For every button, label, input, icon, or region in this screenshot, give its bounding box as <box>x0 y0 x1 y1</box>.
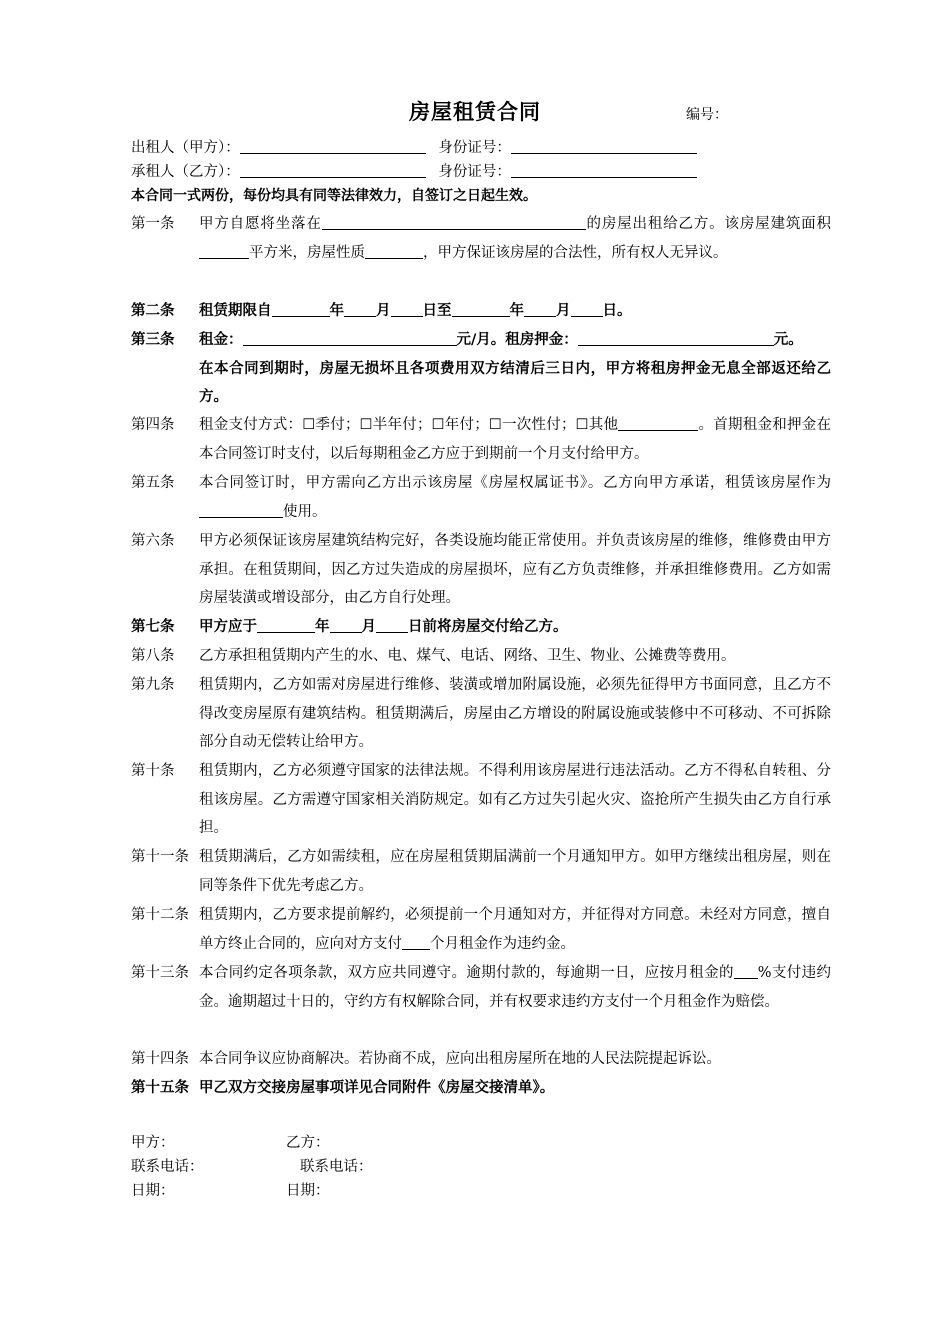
article-11-label: 第十一条 <box>131 849 189 865</box>
article-14-label: 第十四条 <box>131 1051 189 1067</box>
article-2-label: 第二条 <box>131 303 175 319</box>
rent-blank <box>243 330 457 346</box>
delivery-year-blank <box>257 617 315 633</box>
article-10 <box>131 757 831 843</box>
party-b-phone-label: 联系电话： <box>300 1159 373 1175</box>
article-11 <box>131 843 831 900</box>
usage-blank <box>199 502 283 518</box>
article-7-text-1: 甲方应于 <box>199 619 257 635</box>
lessee-id-label: 身份证号： <box>438 164 511 180</box>
article-9-label: 第九条 <box>131 677 175 693</box>
article-1-text-4: ，甲方保证该房屋的合法性，所有权人无异议。 <box>423 244 728 261</box>
month-char: 月 <box>361 619 376 635</box>
deposit-label: 元/月。租房押金： <box>456 332 578 348</box>
article-3 <box>131 326 831 412</box>
property-type-blank <box>365 243 423 259</box>
article-9-text: 租赁期内，乙方如需对房屋进行维修、装潢或增加附属设施，必须先征得甲方书面同意，且乙方不得改变房屋原有建筑结构。租赁期满后，房屋由乙方增设的附属设施或装修中不可移动、不可拆除部分自动无偿转让给甲方。 <box>199 677 831 750</box>
article-1-label: 第一条 <box>131 216 175 232</box>
article-11-text: 租赁期满后，乙方如需续租，应在房屋租赁期届满前一个月通知甲方。如甲方继续出租房屋，则在同等条件下优先考虑乙方。 <box>199 849 831 894</box>
article-8 <box>131 642 831 671</box>
article-8-label: 第八条 <box>131 648 175 664</box>
article-13-label: 第十三条 <box>131 965 189 981</box>
contract-number-label: 编号： <box>686 107 728 123</box>
rent-label: 租金： <box>199 332 243 348</box>
deposit-blank <box>578 330 774 346</box>
year-char: 年 <box>509 303 524 319</box>
address-blank <box>322 214 586 230</box>
article-12-text-1: 租赁期内，乙方要求提前解约，必须提前一个月通知对方，并征得对方同意。未经对方同意，擅自单方终止合同的，应向对方支付 <box>199 907 831 952</box>
article-7 <box>131 613 831 642</box>
party-a-signature-label: 甲方： <box>131 1135 175 1151</box>
party-b-signature-label: 乙方： <box>286 1135 330 1151</box>
article-8-text: 乙方承担租赁期内产生的水、电、煤气、电话、网络、卫生、物业、公摊费等费用。 <box>199 648 736 664</box>
article-4-text-2: 。首期租金和押金在本合同签订时支付，以后每期租金乙方应于到期前一个月支付给甲方。 <box>199 417 831 462</box>
deposit-return-text: 在本合同到期时，房屋无损坏且各项费用双方结清后三日内，甲方将租房押金无息全部返还给乙方。 <box>199 360 831 405</box>
article-3-label: 第三条 <box>131 332 175 348</box>
article-2 <box>131 297 831 326</box>
article-12-text-2: 个月租金作为违约金。 <box>430 935 575 952</box>
article-1-text-2: 的房屋出租给乙方。该房屋建筑面积 <box>585 216 832 232</box>
month-char: 月 <box>556 303 571 319</box>
article-6-label: 第六条 <box>131 533 175 549</box>
day-end-text: 日。 <box>602 303 632 319</box>
article-5 <box>131 469 831 526</box>
intro-statement: 本合同一式两份，每份均具有同等法律效力，自签订之日起生效。 <box>131 188 537 204</box>
lessee-id-blank <box>511 162 697 178</box>
area-blank <box>199 243 249 259</box>
lessee-line <box>131 162 697 182</box>
party-a-phone-label: 联系电话： <box>131 1159 204 1175</box>
article-6-text: 甲方必须保证该房屋建筑结构完好，各类设施均能正常使用。并负责该房屋的维修，维修费由甲方承担。在租赁期间，因乙方过失造成的房屋损坏，应有乙方负责维修，并承担维修费用。乙方如需房屋装潢或增设部分，由乙方自行处理。 <box>199 533 831 606</box>
lessor-id-blank <box>511 138 697 154</box>
year-char: 年 <box>315 619 330 635</box>
article-15-text: 甲乙双方交接房屋事项详见合同附件《房屋交接清单》。 <box>199 1080 555 1096</box>
delivery-day-blank <box>376 617 408 633</box>
day-to-text: 日至 <box>422 303 452 319</box>
end-day-blank <box>571 301 603 317</box>
article-10-label: 第十条 <box>131 763 175 779</box>
lessee-label: 承租人（乙方）： <box>131 164 240 180</box>
lessor-label: 出租人（甲方）： <box>131 140 240 156</box>
article-5-text-1: 本合同签订时，甲方需向乙方出示该房屋《房屋权属证书》。乙方向甲方承诺，租赁该房屋作为 <box>199 475 831 491</box>
article-14-text: 本合同争议应协商解决。若协商不成，应向出租房屋所在地的人民法院提起诉讼。 <box>199 1051 721 1067</box>
lessor-name-blank <box>240 138 426 154</box>
article-12 <box>131 901 831 958</box>
start-day-blank <box>391 301 423 317</box>
article-6 <box>131 527 831 613</box>
article-5-label: 第五条 <box>131 475 175 491</box>
lessee-name-blank <box>240 162 426 178</box>
page-title: 房屋租赁合同 <box>409 100 541 124</box>
article-12-label: 第十二条 <box>131 907 189 923</box>
article-7-text-2: 日前将房屋交付给乙方。 <box>408 619 568 635</box>
article-1-text-1: 甲方自愿将坐落在 <box>199 216 322 232</box>
month-char: 月 <box>376 303 391 319</box>
article-15-label: 第十五条 <box>131 1080 189 1096</box>
penalty-months-blank <box>402 934 430 950</box>
end-month-blank <box>524 301 556 317</box>
article-5-text-2: 使用。 <box>283 503 327 520</box>
article-15 <box>131 1074 831 1103</box>
lessor-id-label: 身份证号： <box>438 140 511 156</box>
lessor-line <box>131 138 697 158</box>
article-13-text-2: %支付违约金。逾期超过十日的，守约方有权解除合同，并有权要求违约方支付一个月租金作为赔偿。 <box>199 965 831 1010</box>
article-7-label: 第七条 <box>131 619 175 635</box>
article-4-label: 第四条 <box>131 417 175 433</box>
article-9 <box>131 671 831 757</box>
payment-method-options: 租金支付方式：☐季付；☐半年付；☐年付；☐一次性付；☐其他 <box>199 417 619 433</box>
start-year-blank <box>272 301 330 317</box>
article-1 <box>131 210 831 267</box>
delivery-month-blank <box>330 617 362 633</box>
article-1-text-3: 平方米，房屋性质 <box>249 244 365 261</box>
article-4 <box>131 411 831 468</box>
payment-other-blank <box>618 415 698 431</box>
party-a-date-label: 日期： <box>131 1183 175 1199</box>
party-b-date-label: 日期： <box>286 1183 330 1199</box>
end-year-blank <box>452 301 510 317</box>
article-13 <box>131 959 831 1016</box>
article-2-text-1: 租赁期限自 <box>199 303 272 319</box>
start-month-blank <box>344 301 376 317</box>
late-fee-percent-blank <box>734 963 758 979</box>
article-10-text: 租赁期内，乙方必须遵守国家的法律法规。不得利用该房屋进行违法活动。乙方不得私自转租、分租该房屋。乙方需遵守国家相关消防规定。如有乙方过失引起火灾、盗抢所产生损失由乙方自行承担。 <box>199 763 831 836</box>
article-13-text-1: 本合同约定各项条款，双方应共同遵守。逾期付款的，每逾期一日，应按月租金的 <box>199 965 734 981</box>
year-char: 年 <box>329 303 344 319</box>
article-14 <box>131 1045 831 1074</box>
deposit-unit: 元。 <box>773 332 803 348</box>
